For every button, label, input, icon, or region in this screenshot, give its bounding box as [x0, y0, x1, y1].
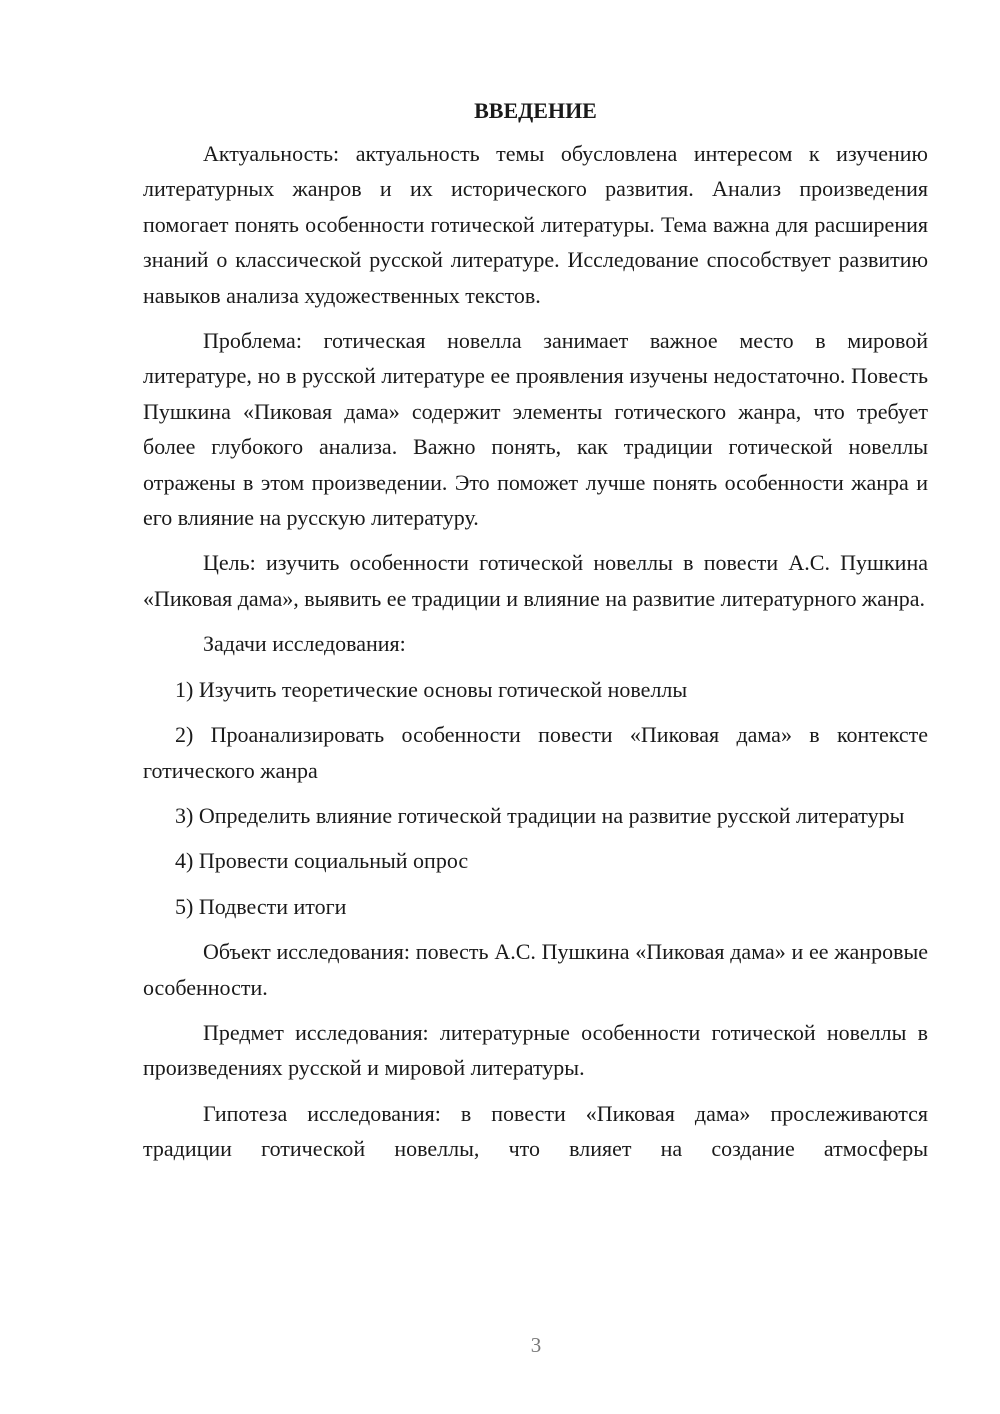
page-content: [143, 93, 928, 1177]
goal-paragraph: Цель: изучить особенности готической новеллы в повести А.С. Пушкина «Пиковая дама», выявить ее традиции и влияние на развитие литературного жанра.: [143, 550, 928, 611]
section-title: ВВЕДЕНИЕ: [474, 98, 597, 123]
task-item-5: 5) Подвести итоги: [175, 893, 347, 919]
page-number: 3: [530, 1333, 542, 1357]
task-item-4: 4) Провести социальный опрос: [175, 848, 469, 874]
problem-paragraph: Проблема: готическая новелла занимает важное место в мировой литературе, но в русской литературе ее проявления изучены недостаточно. Повесть Пушкина «Пиковая дама» содержит элементы готического жанра, что требует более глубокого анализа. Важно понять, как традиции готической новеллы отражены в этом произведении. Это поможет лучше понять особенности жанра и его влияние на русскую литературу.: [143, 328, 928, 531]
relevance-paragraph: Актуальность: актуальность темы обусловлена интересом к изучению литературных жанров и их исторического развития. Анализ произведения помогает понять особенности готической литературы. Тема важна для расширения знаний о классической русской литературе. Исследование способствует развитию навыков анализа художественных текстов.: [143, 141, 928, 308]
task-item-2: 2) Проанализировать особенности повести «Пиковая дама» в контексте готического жанра: [143, 722, 928, 783]
task-item-1: 1) Изучить теоретические основы готической новеллы: [175, 676, 688, 702]
subject-paragraph: Предмет исследования: литературные особенности готической новеллы в произведениях русской и мировой литературы.: [143, 1019, 928, 1081]
hypothesis-paragraph: Гипотеза исследования: в повести «Пиковая дама» прослеживаются традиции готической новеллы, что влияет на создание атмосферы: [143, 1100, 928, 1162]
tasks-heading: Задачи исследования:: [203, 631, 406, 657]
task-item-3: 3) Определить влияние готической традиции на развитие русской литературы: [175, 802, 905, 828]
object-paragraph: Объект исследования: повесть А.С. Пушкина «Пиковая дама» и ее жанровые особенности.: [143, 939, 928, 1000]
